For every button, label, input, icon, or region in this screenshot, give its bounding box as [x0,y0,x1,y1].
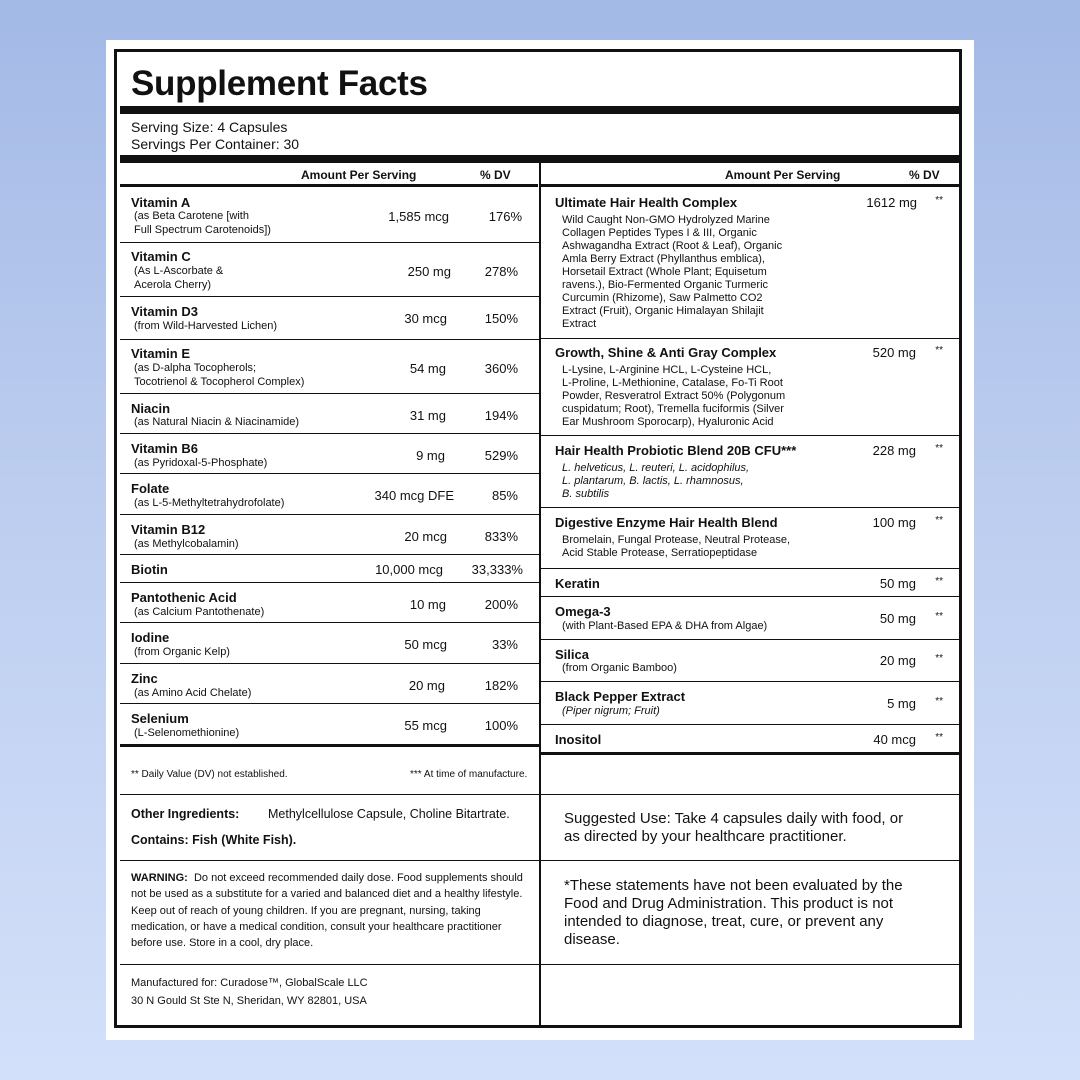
left-dv-header: % DV [480,168,511,182]
right-header-rule [541,184,960,187]
manufacturer-name: Manufactured for: Curadose™, GlobalScale LLC [131,977,368,989]
servings-per-container: Servings Per Container: 30 [131,136,300,152]
left-row-dv: 833% [484,529,518,544]
footnote-dv: ** Daily Value (DV) not established. [131,769,288,780]
left-row-detail: (as Amino Acid Chelate) [134,687,252,699]
left-row-detail: (as L-5-Methyltetrahydrofolate) [134,497,285,509]
left-row-rule [120,473,539,474]
right-row-dv: ** [935,696,943,707]
right-row-dv: ** [935,576,943,587]
left-row-dv: 150% [484,311,518,326]
right-row-dv: ** [935,653,943,664]
left-header-rule [120,184,538,187]
right-row-detail: L-Lysine, L-Arginine HCL, L-Cysteine HCL, L-Proline, L-Methionine, Catalase, Fo-Ti Root Powder, Resveratrol Extract 50% (Polygonum cuspidatum; Root), Tremella fuciformis (Silver Ear Mushroom Sporocarp), Hyaluronic Acid [562,364,786,428]
right-row-rule [541,681,960,682]
right-row-detail: (Piper nigrum; Fruit) [562,705,660,717]
left-row-detail: (As L-Ascorbate & Acerola Cherry) [134,265,224,291]
right-row-detail: Bromelain, Fungal Protease, Neutral Protease, Acid Stable Protease, Serratiopeptidase [562,534,791,559]
left-row-detail: (as Natural Niacin & Niacinamide) [134,416,300,428]
left-row-amount: 340 mcg DFE [374,488,454,503]
left-row-rule [120,433,539,434]
left-row-dv: 278% [484,264,518,279]
left-amount-header: Amount Per Serving [301,168,417,182]
right-row-dv: ** [935,732,943,743]
right-row-amount: 520 mg [872,345,916,360]
left-row-name: Vitamin B6 [131,441,198,456]
left-row-detail: (as Methylcobalamin) [134,538,239,550]
right-amount-header: Amount Per Serving [725,168,841,182]
right-row-detail: (with Plant-Based EPA & DHA from Algae) [562,620,768,632]
right-row-name: Black Pepper Extract [555,689,686,704]
right-row-detail: Wild Caught Non-GMO Hydrolyzed Marine Collagen Peptides Types I & III, Organic Ashwagandha Extract (Root & Leaf), Organic Amla Berry Extract (Phyllanthus emblica), Horsetail Extract (Whole Plant; Equisetum ravens.), Bio-Fermented Organic Turmeric Curcumin (Rhizome), Saw Palmetto CO2 Extract (Fruit), Organic Himalayan Shilajit Extract [562,214,783,330]
right-row-amount: 20 mg [879,653,916,668]
other-ingredients-value: Methylcellulose Capsule, Choline Bitartrate. [268,807,510,821]
left-row-dv: 176% [488,209,522,224]
left-row-dv: 182% [484,678,518,693]
left-row-rule [120,514,539,515]
left-row-dv: 33,333% [471,562,523,577]
left-row-detail: (as Beta Carotene [with Full Spectrum Carotenoids]) [134,210,271,236]
left-row-dv: 85% [491,488,518,503]
warning-block [131,870,531,951]
manufacturer-address: 30 N Gould St Ste N, Sheridan, WY 82801, USA [131,995,367,1007]
left-row-name: Niacin [131,401,171,416]
left-row-name: Pantothenic Acid [131,590,237,605]
left-row-rule [120,339,539,340]
right-row-name: Digestive Enzyme Hair Health Blend [555,515,778,530]
right-row-dv: ** [935,443,943,454]
right-row-amount: 1612 mg [866,195,917,210]
right-row-amount: 228 mg [872,443,916,458]
left-row-detail: (as D-alpha Tocopherols; Tocotrienol & Tocopherol Complex) [134,362,305,388]
right-row-name: Keratin [555,576,600,591]
left-row-name: Folate [131,481,170,496]
left-row-amount: 50 mcg [404,637,447,652]
left-row-rule [120,296,539,297]
serving-size: Serving Size: 4 Capsules [131,119,288,135]
right-row-amount: 40 mcg [873,732,916,747]
left-row-name: Vitamin C [131,249,191,264]
right-footnote-rule [541,794,960,795]
left-row-rule [120,622,539,623]
left-row-dv: 360% [484,361,518,376]
left-row-rule [120,554,539,555]
left-row-name: Zinc [131,671,158,686]
left-row-rule [120,393,539,394]
right-row-dv: ** [935,195,943,206]
left-row-amount: 20 mg [408,678,445,693]
left-row-dv: 194% [484,408,518,423]
left-row-dv: 200% [484,597,518,612]
contains-allergen: Contains: Fish (White Fish). [131,833,297,847]
footnote-rule [120,794,539,795]
left-row-detail: (L-Selenomethionine) [134,727,240,739]
left-row-name: Iodine [131,630,170,645]
warning-label: WARNING: [131,872,188,884]
left-row-amount: 30 mcg [404,311,447,326]
right-row-amount: 50 mg [879,611,916,626]
left-row-name: Vitamin E [131,346,191,361]
left-row-name: Selenium [131,711,189,726]
right-row-rule [541,338,960,339]
left-row-amount: 10 mg [409,597,446,612]
left-row-amount: 250 mg [407,264,451,279]
left-row-rule [120,582,539,583]
title-divider [120,106,960,114]
right-dv-header: % DV [909,168,940,182]
left-row-amount: 20 mcg [404,529,447,544]
right-row-name: Silica [555,647,589,662]
left-row-detail: (as Calcium Pantothenate) [134,606,265,618]
left-row-detail: (from Organic Kelp) [134,646,230,658]
right-row-name: Growth, Shine & Anti Gray Complex [555,345,777,360]
left-row-dv: 529% [484,448,518,463]
left-row-dv: 100% [484,718,518,733]
left-row-amount: 9 mg [416,448,445,463]
left-row-rule [120,703,539,704]
other-ingredients-label: Other Ingredients: [131,807,240,821]
right-row-amount: 5 mg [887,696,916,711]
right-row-name: Inositol [555,732,602,747]
right-row-detail: (from Organic Bamboo) [562,662,677,674]
left-row-amount: 1,585 mcg [388,209,449,224]
footnote-manufacture: *** At time of manufacture. [410,769,528,780]
right-row-rule [541,507,960,508]
left-row-dv: 33% [491,637,518,652]
right-row-amount: 50 mg [879,576,916,591]
right-row-name: Omega-3 [555,604,611,619]
left-row-amount: 54 mg [409,361,446,376]
left-row-name: Vitamin A [131,195,191,210]
left-row-amount: 31 mg [409,408,446,423]
left-table-end-rule [120,744,539,747]
left-row-detail: (from Wild-Harvested Lichen) [134,320,278,332]
left-row-rule [120,242,539,243]
page-title: Supplement Facts [131,64,428,103]
right-row-rule [541,724,960,725]
left-row-name: Vitamin B12 [131,522,206,537]
right-row-name: Ultimate Hair Health Complex [555,195,738,210]
right-row-dv: ** [935,515,943,526]
serving-divider [120,155,960,163]
right-row-rule [541,596,960,597]
left-row-detail: (as Pyridoxal-5-Phosphate) [134,457,268,469]
fda-statement: *These statements have not been evaluated by the Food and Drug Administration. This product is not intended to diagnose, treat, cure, or prevent any disease. [564,877,903,948]
right-row-rule [541,435,960,436]
warning-rule [120,964,539,965]
left-row-name: Vitamin D3 [131,304,198,319]
ingredients-rule [120,860,539,861]
left-row-amount: 55 mcg [404,718,447,733]
left-row-amount: 10,000 mcg [375,562,443,577]
suggested-use: Suggested Use: Take 4 capsules daily with food, or as directed by your healthcare practitioner. [564,810,904,845]
suggested-use-rule [541,860,960,861]
right-row-detail: L. helveticus, L. reuteri, L. acidophilus, L. plantarum, B. lactis, L. rhamnosus, B. subtilis [562,462,750,500]
left-row-name: Biotin [131,562,168,577]
right-row-rule [541,639,960,640]
fda-rule [541,964,960,965]
right-row-name: Hair Health Probiotic Blend 20B CFU*** [555,443,797,458]
warning-text: Do not exceed recommended daily dose. Food supplements should not be used as a substitute for a varied and balanced diet and a healthy lifestyle. Keep out of reach of young children. If you are pregnant, nursing, taking medication, or have a medical condition, consult your healthcare practitioner before use. Store in a cool, dry place. [131,872,523,950]
right-table-end-rule [541,752,962,755]
right-row-dv: ** [935,611,943,622]
left-row-rule [120,663,539,664]
right-row-rule [541,568,960,569]
right-row-amount: 100 mg [872,515,916,530]
right-row-dv: ** [935,345,943,356]
